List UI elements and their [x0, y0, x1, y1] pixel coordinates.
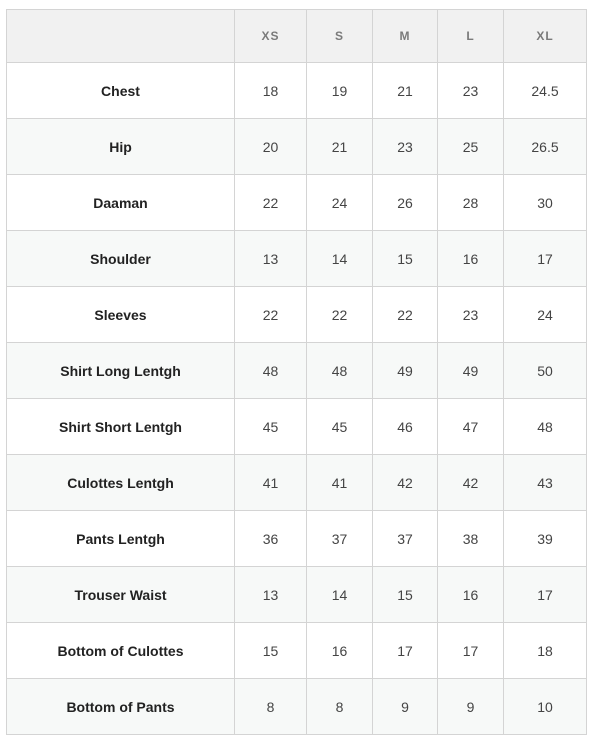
table-row [7, 231, 587, 287]
measurement-cell: 8 [307, 679, 373, 735]
row-label: Hip [7, 119, 235, 175]
measurement-cell: 22 [373, 287, 438, 343]
measurement-cell: 38 [438, 511, 504, 567]
size-chart-table [6, 9, 587, 735]
row-label: Shirt Short Lentgh [7, 399, 235, 455]
measurement-cell: 16 [438, 567, 504, 623]
measurement-cell: 19 [307, 63, 373, 119]
table-row [7, 455, 587, 511]
table-row [7, 567, 587, 623]
size-chart-body [7, 63, 587, 735]
measurement-cell: 9 [438, 679, 504, 735]
measurement-cell: 41 [235, 455, 307, 511]
table-row [7, 623, 587, 679]
measurement-cell: 42 [438, 455, 504, 511]
measurement-cell: 50 [504, 343, 587, 399]
measurement-cell: 15 [373, 231, 438, 287]
measurement-cell: 23 [373, 119, 438, 175]
measurement-cell: 17 [504, 231, 587, 287]
measurement-cell: 22 [235, 175, 307, 231]
measurement-cell: 14 [307, 231, 373, 287]
measurement-cell: 14 [307, 567, 373, 623]
row-label: Pants Lentgh [7, 511, 235, 567]
table-row [7, 63, 587, 119]
measurement-cell: 48 [235, 343, 307, 399]
measurement-cell: 17 [373, 623, 438, 679]
table-row [7, 511, 587, 567]
measurement-cell: 46 [373, 399, 438, 455]
measurement-cell: 20 [235, 119, 307, 175]
header-size-xl: XL [504, 10, 587, 63]
measurement-cell: 22 [307, 287, 373, 343]
row-label: Shoulder [7, 231, 235, 287]
measurement-cell: 16 [307, 623, 373, 679]
row-label: Bottom of Culottes [7, 623, 235, 679]
measurement-cell: 48 [504, 399, 587, 455]
row-label: Trouser Waist [7, 567, 235, 623]
measurement-cell: 43 [504, 455, 587, 511]
measurement-cell: 23 [438, 287, 504, 343]
measurement-cell: 39 [504, 511, 587, 567]
measurement-cell: 13 [235, 231, 307, 287]
measurement-cell: 47 [438, 399, 504, 455]
measurement-cell: 45 [307, 399, 373, 455]
measurement-cell: 17 [438, 623, 504, 679]
measurement-cell: 37 [373, 511, 438, 567]
table-row [7, 399, 587, 455]
header-size-s: S [307, 10, 373, 63]
measurement-cell: 18 [504, 623, 587, 679]
measurement-cell: 26.5 [504, 119, 587, 175]
measurement-cell: 22 [235, 287, 307, 343]
measurement-cell: 28 [438, 175, 504, 231]
row-label: Shirt Long Lentgh [7, 343, 235, 399]
header-size-m: M [373, 10, 438, 63]
measurement-cell: 24 [504, 287, 587, 343]
measurement-cell: 37 [307, 511, 373, 567]
measurement-cell: 30 [504, 175, 587, 231]
measurement-cell: 9 [373, 679, 438, 735]
measurement-cell: 18 [235, 63, 307, 119]
table-row [7, 679, 587, 735]
measurement-cell: 16 [438, 231, 504, 287]
measurement-cell: 26 [373, 175, 438, 231]
table-row [7, 175, 587, 231]
header-size-l: L [438, 10, 504, 63]
table-row [7, 287, 587, 343]
row-label: Chest [7, 63, 235, 119]
measurement-cell: 49 [373, 343, 438, 399]
header-size-xs: XS [235, 10, 307, 63]
measurement-cell: 41 [307, 455, 373, 511]
measurement-cell: 15 [373, 567, 438, 623]
measurement-cell: 21 [307, 119, 373, 175]
measurement-cell: 25 [438, 119, 504, 175]
measurement-cell: 17 [504, 567, 587, 623]
header-corner-cell [7, 10, 235, 63]
row-label: Sleeves [7, 287, 235, 343]
measurement-cell: 24 [307, 175, 373, 231]
measurement-cell: 8 [235, 679, 307, 735]
measurement-cell: 21 [373, 63, 438, 119]
measurement-cell: 13 [235, 567, 307, 623]
measurement-cell: 36 [235, 511, 307, 567]
measurement-cell: 48 [307, 343, 373, 399]
measurement-cell: 15 [235, 623, 307, 679]
row-label: Culottes Lentgh [7, 455, 235, 511]
measurement-cell: 23 [438, 63, 504, 119]
row-label: Daaman [7, 175, 235, 231]
measurement-cell: 10 [504, 679, 587, 735]
row-label: Bottom of Pants [7, 679, 235, 735]
header-row [7, 10, 587, 63]
measurement-cell: 24.5 [504, 63, 587, 119]
measurement-cell: 42 [373, 455, 438, 511]
table-row [7, 119, 587, 175]
measurement-cell: 49 [438, 343, 504, 399]
table-row [7, 343, 587, 399]
measurement-cell: 45 [235, 399, 307, 455]
size-chart-header [7, 10, 587, 63]
